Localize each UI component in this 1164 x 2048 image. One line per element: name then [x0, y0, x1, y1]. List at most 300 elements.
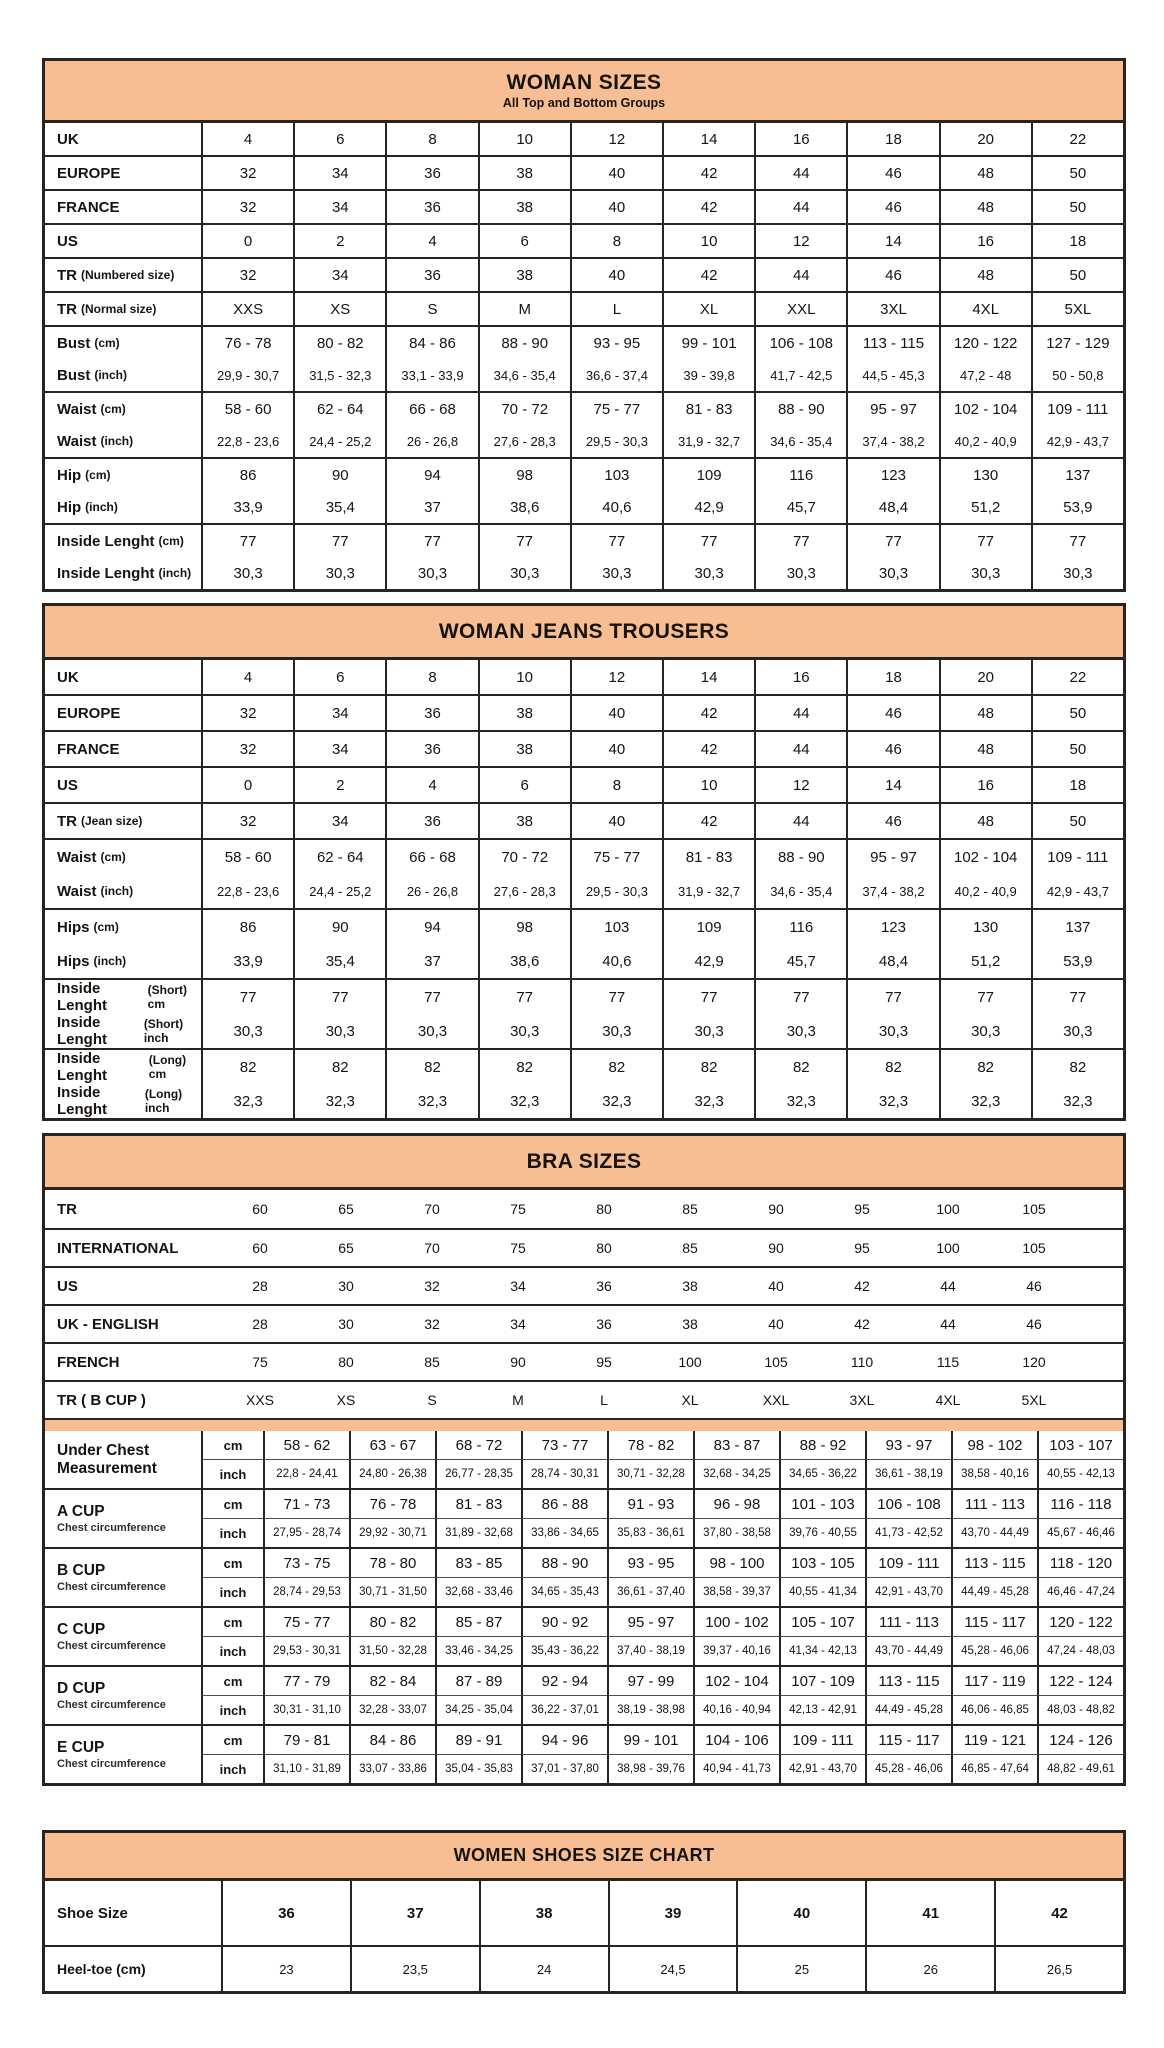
table-row — [45, 155, 1123, 189]
size-value: 109 - 111 — [1047, 400, 1109, 418]
size-value: 28 — [252, 1316, 268, 1332]
size-value: 36 — [424, 164, 441, 182]
size-cell — [201, 732, 293, 766]
table-row — [45, 1945, 1123, 1991]
row-label-line: Hips (cm) — [57, 918, 119, 936]
size-value: 8 — [612, 232, 622, 250]
size-cell — [570, 840, 662, 908]
size-value: 40 — [608, 740, 626, 758]
table-row — [45, 908, 1123, 978]
size-cell — [939, 1050, 1031, 1118]
size-value: 76 - 78 — [349, 1490, 435, 1519]
size-cell — [662, 459, 754, 523]
row-label: TR ( B CUP ) — [57, 1391, 146, 1409]
size-value: 68 - 72 — [435, 1431, 521, 1460]
size-value: 44,49 - 45,28 — [951, 1578, 1037, 1606]
size-cell — [662, 259, 754, 291]
row-label: UK - ENGLISH — [57, 1315, 159, 1333]
size-value: 94 — [424, 918, 441, 936]
size-value: 42 — [854, 1316, 870, 1332]
bra-row — [45, 1266, 1123, 1304]
size-cell — [293, 191, 385, 223]
size-cell — [754, 157, 846, 189]
size-cell — [1031, 293, 1123, 325]
size-cell — [478, 191, 570, 223]
size-value: 111 - 113 — [865, 1608, 951, 1637]
size-cell — [754, 732, 846, 766]
size-value: XS — [336, 1392, 356, 1408]
size-cell — [1031, 804, 1123, 838]
size-value: 78 - 82 — [607, 1431, 693, 1460]
size-value: 42,9 — [694, 952, 724, 970]
size-cell — [385, 696, 477, 730]
size-cell — [1031, 225, 1123, 257]
size-value: 88 - 90 — [777, 400, 825, 418]
size-cell — [570, 525, 662, 589]
size-value: 78 - 80 — [349, 1549, 435, 1578]
row-label: INTERNATIONAL — [57, 1239, 179, 1257]
size-value: 39 - 39,8 — [683, 367, 735, 383]
size-value: 98 - 102 — [951, 1431, 1037, 1460]
size-value: 71 - 73 — [263, 1490, 349, 1519]
size-value: 35,83 - 36,61 — [607, 1519, 693, 1547]
size-cell — [570, 393, 662, 457]
size-value: 6 — [336, 668, 345, 686]
size-value: 44 — [792, 812, 810, 830]
size-cell — [385, 525, 477, 589]
size-value: 32,3 — [971, 1092, 1001, 1110]
size-value: 82 — [516, 1058, 534, 1076]
size-cell — [293, 459, 385, 523]
size-cell — [293, 225, 385, 257]
size-value: 43,70 - 44,49 — [951, 1519, 1037, 1547]
size-value: 4XL — [935, 1392, 961, 1408]
size-value: 32,3 — [786, 1092, 816, 1110]
size-value: 95 - 97 — [870, 848, 917, 866]
size-value: 105 - 107 — [779, 1608, 865, 1637]
size-value: 40 — [768, 1278, 784, 1294]
size-cell — [1031, 157, 1123, 189]
size-cell — [662, 327, 754, 391]
divider-strip — [45, 1418, 1123, 1431]
size-cell — [754, 696, 846, 730]
unit-cell: cm — [201, 1608, 263, 1637]
size-value: 30,3 — [1063, 1022, 1093, 1040]
size-value: 98 — [516, 918, 534, 936]
size-value: 82 — [331, 1058, 349, 1076]
size-cell — [293, 980, 385, 1048]
size-value: 34,65 - 36,22 — [779, 1460, 865, 1488]
row-label-line: Inside Lenght (Long) inch — [57, 1084, 183, 1118]
size-value: 18 — [885, 668, 902, 686]
size-value: 14 — [885, 776, 902, 794]
size-cell — [201, 191, 293, 223]
size-value: 30,3 — [602, 1022, 632, 1040]
size-cell — [754, 123, 846, 155]
size-cell — [754, 259, 846, 291]
size-value: 10 — [700, 232, 718, 250]
size-value: 80 - 82 — [349, 1608, 435, 1637]
size-value: 39,37 - 40,16 — [693, 1637, 779, 1665]
row-label-line: Waist (inch) — [57, 882, 134, 900]
size-cell — [201, 123, 293, 155]
size-value: 116 — [789, 918, 814, 936]
size-value: 29,5 - 30,3 — [585, 433, 648, 449]
size-cell — [1031, 696, 1123, 730]
size-cell — [478, 732, 570, 766]
size-cell — [570, 910, 662, 978]
size-cell — [754, 225, 846, 257]
row-label — [45, 393, 201, 457]
size-value: 0 — [243, 232, 253, 250]
table-row — [45, 325, 1123, 391]
size-cell — [939, 459, 1031, 523]
size-cell — [478, 123, 570, 155]
table-title: BRA SIZES — [526, 1149, 642, 1173]
size-cell — [293, 327, 385, 391]
size-value: 24,4 - 25,2 — [309, 883, 372, 899]
size-cell — [939, 660, 1031, 694]
bra-values — [217, 1382, 1123, 1418]
size-cell — [662, 123, 754, 155]
size-value: 16 — [792, 668, 810, 686]
cup-label: D CUP Chest circumference — [57, 1680, 166, 1711]
size-cell — [662, 525, 754, 589]
size-cell — [570, 293, 662, 325]
size-value: 44,49 - 45,28 — [865, 1696, 951, 1724]
size-value: 113 - 115 — [865, 1667, 951, 1696]
size-cell — [478, 840, 570, 908]
size-value: 4 — [428, 776, 437, 794]
size-value: 80 - 82 — [316, 334, 364, 352]
size-value: 44 — [792, 266, 810, 284]
size-value: 109 - 111 — [865, 1549, 951, 1578]
size-value: 42,91 - 43,70 — [865, 1578, 951, 1606]
size-value: 102 - 104 — [693, 1667, 779, 1696]
size-value: 92 - 94 — [521, 1667, 607, 1696]
size-value: 103 — [604, 918, 630, 936]
cup-label: B CUP Chest circumference — [57, 1562, 166, 1593]
size-value: 30,3 — [510, 1022, 540, 1040]
size-cell — [293, 259, 385, 291]
shoes-size-table — [42, 1830, 1126, 1994]
size-cell — [293, 660, 385, 694]
size-value: 24 — [479, 1947, 608, 1991]
size-cell — [846, 327, 938, 391]
row-label-line: TR (Numbered size) — [57, 266, 175, 284]
size-value: 82 — [1069, 1058, 1087, 1076]
size-value: 40,94 - 41,73 — [693, 1755, 779, 1783]
size-cell — [293, 696, 385, 730]
size-value: 110 — [850, 1354, 874, 1370]
size-value: 8 — [612, 776, 622, 794]
size-value: 81 - 83 — [685, 848, 733, 866]
size-value: 84 - 86 — [349, 1726, 435, 1755]
size-cell — [478, 393, 570, 457]
size-value: 18 — [885, 130, 902, 148]
size-value: 77 — [792, 532, 810, 550]
size-value: 77 — [700, 532, 718, 550]
woman-sizes-header — [45, 61, 1123, 123]
size-cell — [939, 157, 1031, 189]
size-value: 42,9 — [694, 498, 724, 516]
row-label-line: UK — [57, 130, 79, 148]
size-value: 120 — [1022, 1354, 1046, 1370]
size-cell — [385, 840, 477, 908]
size-cell — [570, 696, 662, 730]
row-label-line: Hips (inch) — [57, 952, 127, 970]
size-cell — [662, 980, 754, 1048]
size-value: 66 - 68 — [409, 848, 456, 866]
size-value: 36 — [424, 266, 441, 284]
unit-cell: inch — [201, 1519, 263, 1547]
size-value: 106 - 108 — [865, 1490, 951, 1519]
size-value: 30,3 — [417, 1022, 448, 1040]
size-cell — [662, 393, 754, 457]
size-value: 116 - 118 — [1037, 1490, 1123, 1519]
size-value: 23,5 — [350, 1947, 479, 1991]
size-value: 93 - 95 — [593, 334, 641, 352]
size-value: 31,9 - 32,7 — [678, 433, 741, 449]
size-cell — [939, 259, 1031, 291]
size-value: 113 - 115 — [951, 1549, 1037, 1578]
size-value: 102 - 104 — [954, 848, 1018, 866]
size-value: 42 — [700, 812, 718, 830]
size-cell — [478, 660, 570, 694]
size-cell — [662, 768, 754, 802]
size-cell — [201, 525, 293, 589]
row-label-line: Bust (inch) — [57, 366, 128, 384]
table-row — [45, 291, 1123, 325]
size-value: 66 - 68 — [409, 400, 456, 418]
size-cell — [478, 259, 570, 291]
size-cell — [754, 660, 846, 694]
size-cell — [846, 1050, 938, 1118]
size-cell — [1031, 327, 1123, 391]
size-value: 31,5 - 32,3 — [309, 367, 372, 383]
size-value: 38,58 - 40,16 — [951, 1460, 1037, 1488]
size-cell — [478, 327, 570, 391]
size-value: 42 — [700, 740, 718, 758]
cup-label: C CUP Chest circumference — [57, 1621, 166, 1652]
size-value: 36 — [424, 198, 441, 216]
size-value: 40,6 — [602, 952, 632, 970]
size-value: 58 - 60 — [224, 848, 272, 866]
size-value: 14 — [885, 232, 902, 250]
size-value: 30,3 — [694, 1022, 724, 1040]
size-value: 93 - 95 — [607, 1549, 693, 1578]
size-value: 85 — [424, 1354, 440, 1370]
size-value: 38 — [516, 198, 534, 216]
size-value: 48,4 — [878, 498, 909, 516]
size-value: 82 — [239, 1058, 257, 1076]
size-cell — [385, 804, 477, 838]
size-value: 75 - 77 — [263, 1608, 349, 1637]
size-value: 77 — [700, 988, 718, 1006]
row-label — [45, 225, 201, 257]
size-cell — [754, 525, 846, 589]
size-cell — [662, 732, 754, 766]
row-label — [45, 459, 201, 523]
shoes-size-header — [45, 1833, 1123, 1881]
size-value: 77 — [424, 988, 441, 1006]
size-value: 44 — [792, 704, 810, 722]
size-cell — [385, 157, 477, 189]
size-value: 8 — [428, 130, 437, 148]
row-label: Shoe Size — [57, 1904, 128, 1922]
size-value: 40 — [608, 198, 626, 216]
size-value: 26 - 26,8 — [406, 433, 459, 449]
size-value: 77 — [516, 988, 534, 1006]
size-value: 22,8 - 24,41 — [263, 1460, 349, 1488]
size-value: 137 — [1065, 918, 1091, 936]
size-value: 48 — [977, 740, 995, 758]
size-cell — [662, 1050, 754, 1118]
size-value: 81 - 83 — [685, 400, 733, 418]
size-value: 51,2 — [971, 498, 1001, 516]
table-row — [45, 802, 1123, 838]
row-label-line: TR (Jean size) — [57, 812, 143, 830]
size-value: 109 — [696, 918, 722, 936]
size-value: 93 - 97 — [865, 1431, 951, 1460]
bra-row — [45, 1190, 1123, 1228]
size-cell — [939, 840, 1031, 908]
size-value: 8 — [428, 668, 437, 686]
size-value: 100 - 102 — [693, 1608, 779, 1637]
size-value: 62 - 64 — [316, 848, 364, 866]
unit-cell: cm — [201, 1549, 263, 1578]
size-value: 0 — [243, 776, 253, 794]
size-value: 35,4 — [325, 498, 355, 516]
size-value: 34 — [331, 812, 349, 830]
size-value: 77 — [331, 988, 349, 1006]
size-value: 42 — [700, 704, 718, 722]
size-value: 18 — [1069, 232, 1087, 250]
size-cell — [846, 459, 938, 523]
size-value: 32,28 - 33,07 — [349, 1696, 435, 1724]
size-cell — [570, 1050, 662, 1118]
size-cell — [570, 259, 662, 291]
size-value: 35,43 - 36,22 — [521, 1637, 607, 1665]
unit-cell: cm — [201, 1726, 263, 1755]
size-cell — [1031, 123, 1123, 155]
size-value: 89 - 91 — [435, 1726, 521, 1755]
size-value: S — [427, 300, 438, 318]
size-value: 88 - 90 — [777, 848, 825, 866]
bra-values — [217, 1344, 1123, 1380]
size-cell — [939, 293, 1031, 325]
size-cell — [1031, 393, 1123, 457]
size-value: 60 — [252, 1201, 268, 1217]
size-value: 45,67 - 46,46 — [1037, 1519, 1123, 1547]
row-label-line: Inside Lenght (Short) cm — [57, 980, 187, 1014]
size-cell — [662, 660, 754, 694]
cup-row — [45, 1724, 1123, 1783]
size-value: 44 — [792, 164, 810, 182]
size-value: 30,3 — [602, 564, 632, 582]
size-cell — [293, 910, 385, 978]
size-value: 41,73 - 42,52 — [865, 1519, 951, 1547]
size-value: 85 — [682, 1240, 698, 1256]
size-value: L — [612, 300, 622, 318]
table-row — [45, 838, 1123, 908]
size-cell — [201, 1050, 293, 1118]
size-cell — [939, 525, 1031, 589]
size-value: 4 — [243, 130, 253, 148]
size-value: 109 - 111 — [1047, 848, 1109, 866]
size-value: 32 — [239, 812, 257, 830]
row-label — [45, 157, 201, 189]
bra-values — [217, 1230, 1123, 1266]
size-value: 77 — [792, 988, 810, 1006]
size-value: 46 — [885, 164, 902, 182]
size-value: 40,6 — [602, 498, 632, 516]
size-cell — [1031, 980, 1123, 1048]
size-cell — [846, 660, 938, 694]
table-row — [45, 391, 1123, 457]
size-value: 38 — [516, 266, 534, 284]
size-value: 44 — [940, 1278, 956, 1294]
size-value: 36 — [424, 704, 441, 722]
size-cell — [293, 393, 385, 457]
size-cell — [1031, 910, 1123, 978]
size-value: 85 - 87 — [435, 1608, 521, 1637]
size-value: 70 - 72 — [501, 400, 549, 418]
size-value: 27,95 - 28,74 — [263, 1519, 349, 1547]
size-value: 38,98 - 39,76 — [607, 1755, 693, 1783]
size-cell — [846, 768, 938, 802]
size-value: 30,71 - 31,50 — [349, 1578, 435, 1606]
size-cell — [478, 696, 570, 730]
size-value: 81 - 83 — [435, 1490, 521, 1519]
size-value: 90 — [768, 1240, 784, 1256]
size-cell — [846, 293, 938, 325]
size-value: XXS — [245, 1392, 274, 1408]
size-value: 46 — [885, 266, 902, 284]
size-value: 50 — [1069, 198, 1087, 216]
bra-row — [45, 1342, 1123, 1380]
size-value: 26 - 26,8 — [406, 883, 459, 899]
bra-cup-measurements — [45, 1431, 1123, 1783]
table-row — [45, 1881, 1123, 1945]
size-value: 42 — [700, 198, 718, 216]
size-value: 38,6 — [510, 498, 540, 516]
size-value: 80 — [596, 1201, 612, 1217]
table-row — [45, 523, 1123, 589]
size-cell — [662, 293, 754, 325]
size-cell — [662, 840, 754, 908]
size-value: 37 — [350, 1881, 479, 1945]
size-value: 37,80 - 38,58 — [693, 1519, 779, 1547]
size-value: 3XL — [849, 1392, 875, 1408]
bra-sizes-header — [45, 1136, 1123, 1190]
size-cell — [1031, 259, 1123, 291]
row-label-line: US — [57, 232, 78, 250]
size-value: 30,3 — [694, 564, 724, 582]
size-value: 79 - 81 — [263, 1726, 349, 1755]
size-value: 77 — [885, 988, 902, 1006]
size-value: 44,5 - 45,3 — [862, 367, 925, 383]
size-value: 32,3 — [694, 1092, 724, 1110]
size-value: 34,65 - 35,43 — [521, 1578, 607, 1606]
row-label — [45, 525, 201, 589]
size-value: 60 — [252, 1240, 268, 1256]
size-cell — [1031, 1050, 1123, 1118]
table-row — [45, 694, 1123, 730]
size-value: 33,9 — [233, 498, 263, 516]
size-value: 73 - 75 — [263, 1549, 349, 1578]
unit-cell: inch — [201, 1637, 263, 1665]
